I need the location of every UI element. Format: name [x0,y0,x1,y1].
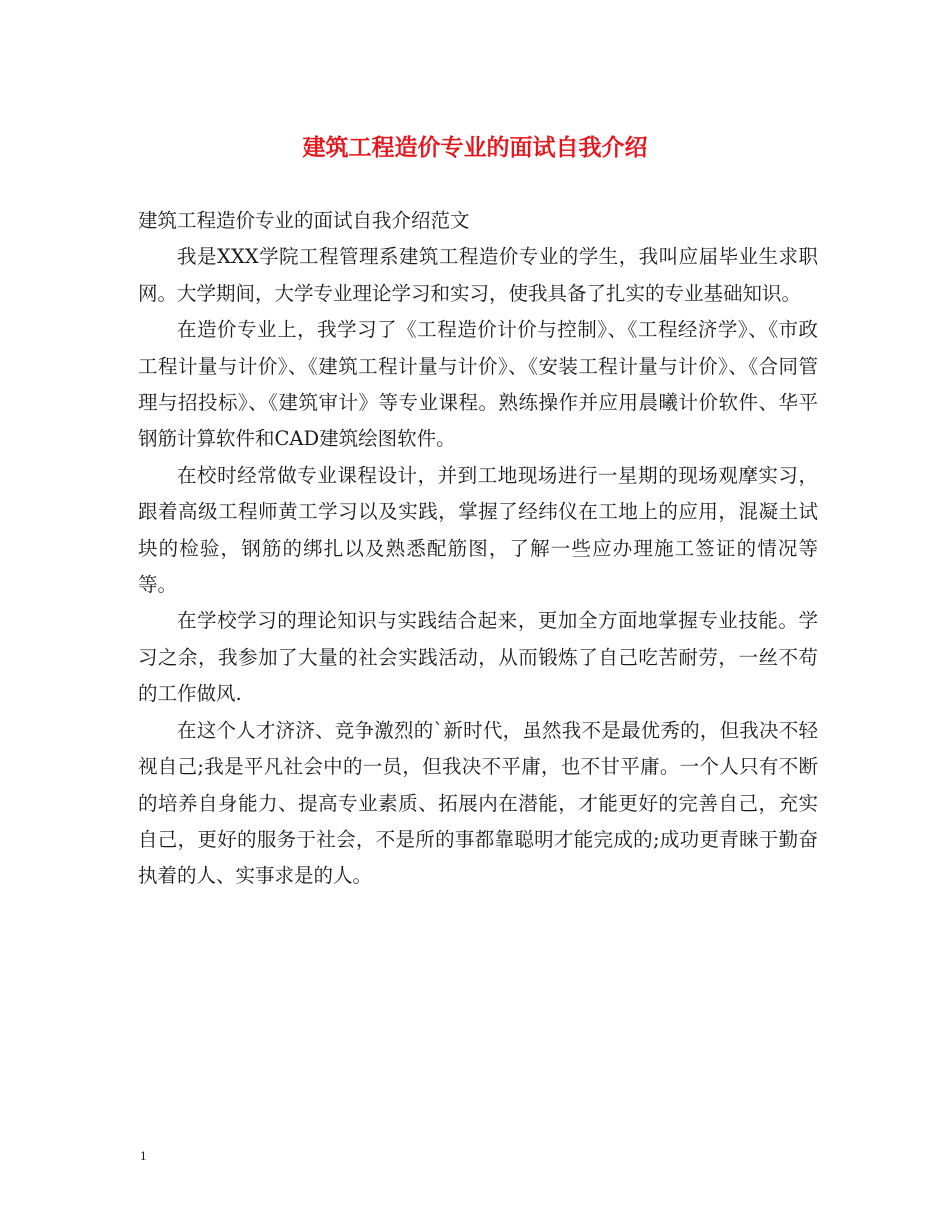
document-subtitle: 建筑工程造价专业的面试自我介绍范文 [138,209,470,232]
page-title: 建筑工程造价专业的面试自我介绍 [302,134,648,161]
paragraph-conclusion: 在这个人才济济、竞争激烈的`新时代，虽然我不是最优秀的，但我决不轻视自己;我是平凡社会中的一员，但我决不平庸，也不甘平庸。一个人只有不断的培养自身能力、提高专业素质、拓展内在潜能，才能更好的完善自己，充实自己，更好的服务于社会，不是所的事都靠聪明才能完成的;成功更青睐于勤奋执着的人、实事求是的人。 [138,718,818,888]
paragraph-skills: 在学校学习的理论知识与实践结合起来，更加全方面地掌握专业技能。学习之余，我参加了大量的社会实践活动，从而锻炼了自己吃苦耐劳，一丝不苟的工作做风. [138,609,818,706]
page-number: 1 [140,1148,147,1163]
document-body [138,203,818,895]
paragraph-courses: 在造价专业上，我学习了《工程造价计价与控制》、《工程经济学》、《市政工程计量与计价》、《建筑工程计量与计价》、《安装工程计量与计价》、《合同管理与招投标》、《建筑审计》等专业课程。熟练操作并应用晨曦计价软件、华平钢筋计算软件和CAD建筑绘图软件。 [138,318,818,451]
paragraph-practice: 在校时经常做专业课程设计，并到工地现场进行一星期的现场观摩实习，跟着高级工程师黄工学习以及实践，掌握了经纬仪在工地上的应用，混凝土试块的检验，钢筋的绑扎以及熟悉配筋图，了解一些应办理施工签证的情况等等。 [138,463,818,597]
paragraph-intro: 我是XXX学院工程管理系建筑工程造价专业的学生，我叫应届毕业生求职网。大学期间，大学专业理论学习和实习，使我具备了扎实的专业基础知识。 [138,245,818,305]
